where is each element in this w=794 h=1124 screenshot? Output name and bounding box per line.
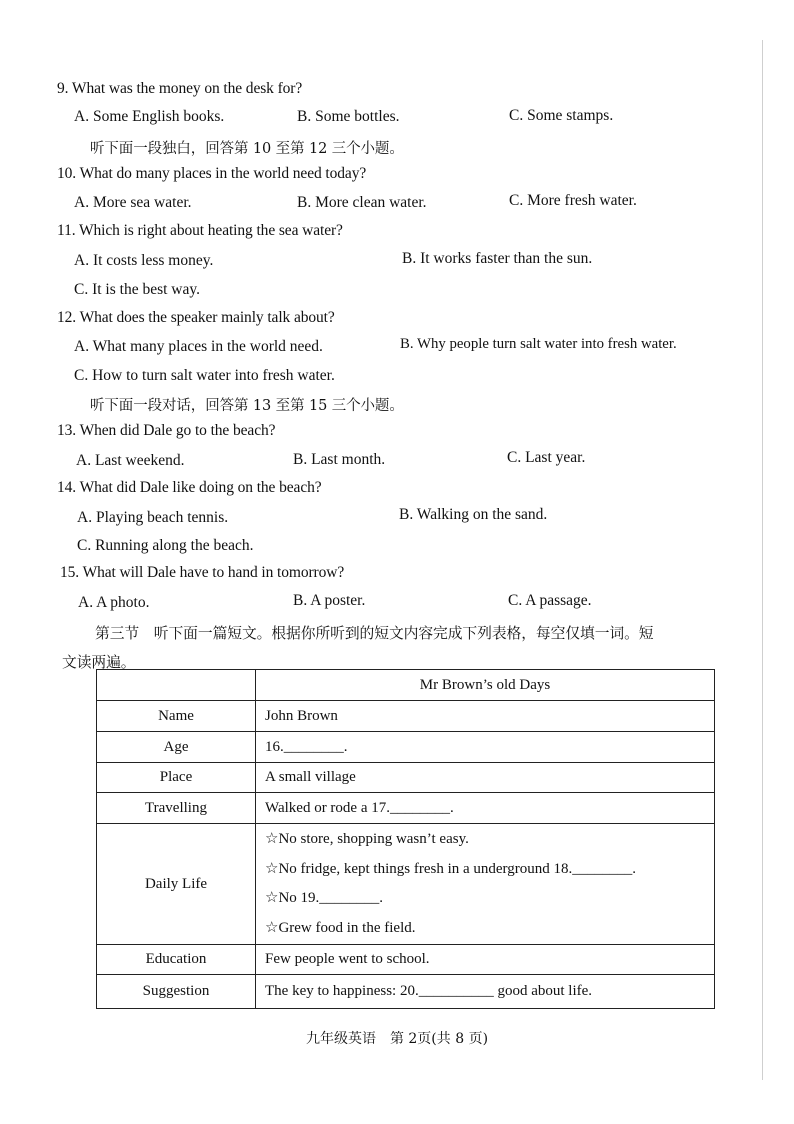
section-3-instruction-line-2: 文读两遍。 bbox=[62, 654, 136, 671]
table-row-name bbox=[97, 701, 715, 732]
daily-life-line-store: ☆No store, shopping wasn’t easy. bbox=[265, 831, 469, 847]
question-15-stem: 15. What will Dale have to hand in tomorrow? bbox=[60, 564, 345, 581]
instruction-13-15: 听下面一段对话，回答第 13 至第 15 三个小题。 bbox=[90, 398, 404, 414]
daily-life-line-fridge-blank-18: ☆No fridge, kept things fresh in a underground 18.________. bbox=[265, 860, 637, 877]
row-label-suggestion: Suggestion bbox=[97, 975, 256, 1009]
question-11-option-a: A. It costs less money. bbox=[74, 252, 214, 269]
question-10-stem: 10. What do many places in the world need today? bbox=[57, 165, 367, 182]
question-12-option-a: A. What many places in the world need. bbox=[74, 338, 323, 355]
table-row-education bbox=[97, 945, 715, 975]
row-value-name: John Brown bbox=[256, 701, 715, 732]
table-row-daily-life bbox=[97, 824, 715, 945]
instruction-10-12: 听下面一段独白，回答第 10 至第 12 三个小题。 bbox=[90, 141, 404, 157]
daily-life-line-blank-19: ☆No 19.________. bbox=[265, 890, 384, 906]
question-14-option-c: C. Running along the beach. bbox=[77, 537, 254, 554]
row-label-age: Age bbox=[97, 732, 256, 763]
row-label-name: Name bbox=[97, 701, 256, 732]
question-12-stem: 12. What does the speaker mainly talk about? bbox=[57, 309, 335, 326]
row-label-education: Education bbox=[97, 945, 256, 975]
page-edge-line bbox=[762, 40, 763, 1080]
question-13-stem: 13. When did Dale go to the beach? bbox=[57, 422, 276, 439]
row-value-education: Few people went to school. bbox=[256, 945, 715, 975]
row-value-place: A small village bbox=[256, 763, 715, 793]
daily-life-line-food: ☆Grew food in the field. bbox=[265, 919, 416, 936]
row-label-travelling: Travelling bbox=[97, 793, 256, 824]
question-12-option-c: C. How to turn salt water into fresh water. bbox=[74, 367, 335, 384]
question-10-option-a: A. More sea water. bbox=[74, 194, 192, 211]
table-header-row bbox=[97, 670, 715, 701]
question-9-option-a: A. Some English books. bbox=[74, 108, 225, 125]
question-13-option-a: A. Last weekend. bbox=[76, 452, 185, 469]
row-label-daily-life: Daily Life bbox=[97, 824, 256, 945]
table-row-suggestion bbox=[97, 975, 715, 1009]
question-14-option-b: B. Walking on the sand. bbox=[399, 506, 548, 523]
row-value-travelling-blank-17: Walked or rode a 17.________. bbox=[256, 793, 715, 824]
question-15-option-b: B. A poster. bbox=[293, 592, 366, 609]
table-row-age bbox=[97, 732, 715, 763]
brown-old-days-table bbox=[96, 669, 715, 1009]
question-9-option-b: B. Some bottles. bbox=[297, 108, 400, 125]
row-value-age-blank-16: 16.________. bbox=[256, 732, 715, 763]
question-12-option-b: B. Why people turn salt water into fresh water. bbox=[400, 336, 677, 352]
question-11-option-c: C. It is the best way. bbox=[74, 281, 200, 298]
section-3-instruction-line-1: 第三节 听下面一篇短文。根据你所听到的短文内容完成下列表格，每空仅填一词。短 bbox=[95, 625, 654, 642]
question-13-option-c: C. Last year. bbox=[507, 449, 586, 466]
row-value-daily-life bbox=[256, 824, 715, 945]
table-row-place bbox=[97, 763, 715, 793]
question-9-stem: 9. What was the money on the desk for? bbox=[57, 80, 303, 97]
page-footer: 九年级英语 第 2页(共 8 页) bbox=[305, 1031, 489, 1047]
row-value-suggestion-blank-20: The key to happiness: 20.__________ good about life. bbox=[256, 975, 715, 1009]
question-13-option-b: B. Last month. bbox=[293, 451, 386, 468]
row-label-place: Place bbox=[97, 763, 256, 793]
question-9-option-c: C. Some stamps. bbox=[509, 107, 614, 124]
table-header-empty-cell bbox=[97, 670, 256, 701]
question-15-option-a: A. A photo. bbox=[78, 594, 150, 611]
question-14-stem: 14. What did Dale like doing on the beach? bbox=[57, 479, 322, 496]
table-row-travelling bbox=[97, 793, 715, 824]
question-10-option-b: B. More clean water. bbox=[297, 194, 427, 211]
question-11-option-b: B. It works faster than the sun. bbox=[402, 250, 593, 267]
question-11-stem: 11. Which is right about heating the sea water? bbox=[57, 222, 343, 239]
table-title: Mr Brown’s old Days bbox=[256, 670, 715, 701]
question-14-option-a: A. Playing beach tennis. bbox=[77, 509, 229, 526]
question-10-option-c: C. More fresh water. bbox=[509, 192, 637, 209]
question-15-option-c: C. A passage. bbox=[508, 592, 592, 609]
